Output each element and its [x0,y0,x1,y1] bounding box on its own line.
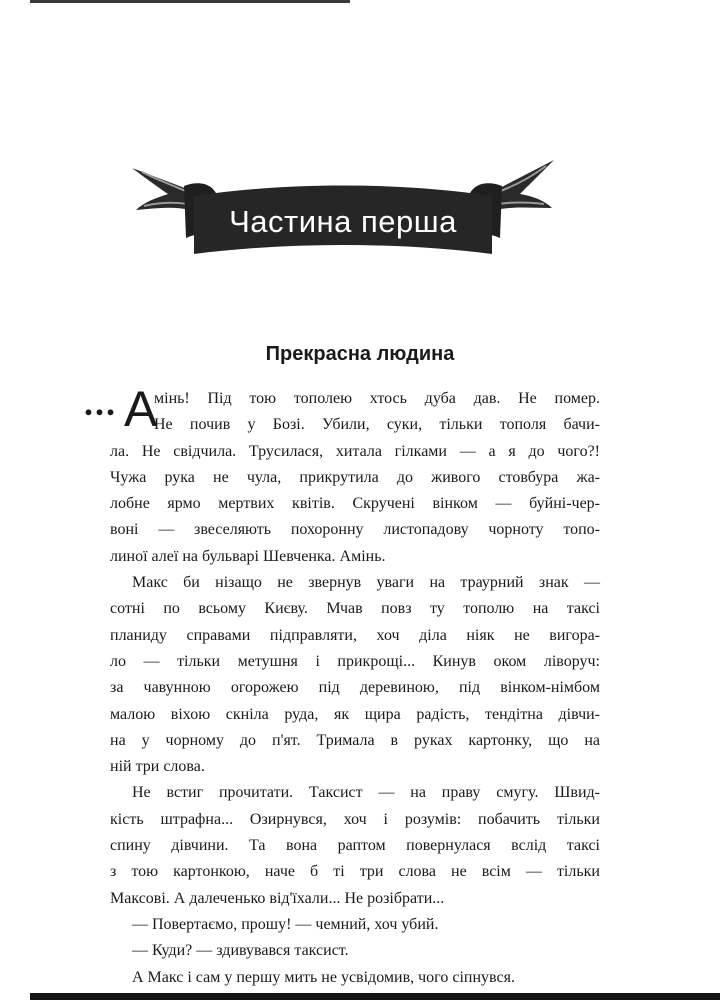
text-line: на у чорному до п'ят. Тримала в руках картонку, що на [110,731,600,749]
top-edge-bar [30,0,350,3]
ellipsis-lead: ... [84,383,117,423]
text-line: кість штрафна... Озирнувся, хоч і розумів: побачить тільки [110,810,600,828]
part-title: Частина перша [229,204,457,239]
text-line: — Повертаємо, прошу! — чемний, хоч убий. [132,915,439,933]
bottom-edge-bar [30,993,720,1000]
part-banner [128,150,558,270]
text-line: з тою картонкою, наче б ті три слова не всім — тільки [110,863,600,881]
text-line: ла. Не свідчила. Трусилася, хитала гілками — а я до чого?! [110,442,600,460]
drop-cap: А [124,381,158,437]
text-line: планиду справами підправляти, хоч діла ніяк не вигора- [110,626,600,644]
text-line: А Макс і сам у першу мить не усвідомив, чого сіпнувся. [132,968,515,986]
text-line: ло — тільки метушня і прикрощі... Кинув оком ліворуч: [110,652,600,670]
text-line: линої алеї на бульварі Шевченка. Амінь. [110,547,386,565]
text-line: сотні по всьому Києву. Мчав повз ту тополю на таксі [110,600,600,618]
text-line: — Куди? — здивувався таксист. [132,942,349,960]
text-line: ній три слова. [110,758,205,776]
chapter-title: Прекрасна людина [265,343,455,365]
text-line: Не встиг прочитати. Таксист — на праву смугу. Швид- [132,784,600,802]
text-line: спину дівчини. Та вона раптом повернулася вслід таксі [110,837,600,855]
text-line: Макс би нізащо не звернув уваги на траурний знак — [132,574,600,592]
text-line: Чужа рука не чула, прикрутила до живого стовбура жа- [110,468,600,486]
body-text [84,381,600,991]
text-line: воні — звеселяють похоронну листопадову чорноту топо- [110,521,600,539]
text-line: Максові. А далеченько від'їхали... Не розібрати... [110,889,445,907]
text-line: за чавунною огорожею під деревиною, під вінком-німбом [110,679,600,697]
text-line: Не почив у Бозі. Убили, суки, тільки тополя бачи- [154,416,600,434]
text-line: ... А мінь! Під тою тополею хтось дуба дав. Не помер. [84,381,600,437]
text-line: малою віхою скніла руда, як щира радість, тендітна дівчи- [110,705,600,723]
text-line: лобне ярмо мертвих квітів. Скручені вінком — буйні-чер- [110,495,600,513]
